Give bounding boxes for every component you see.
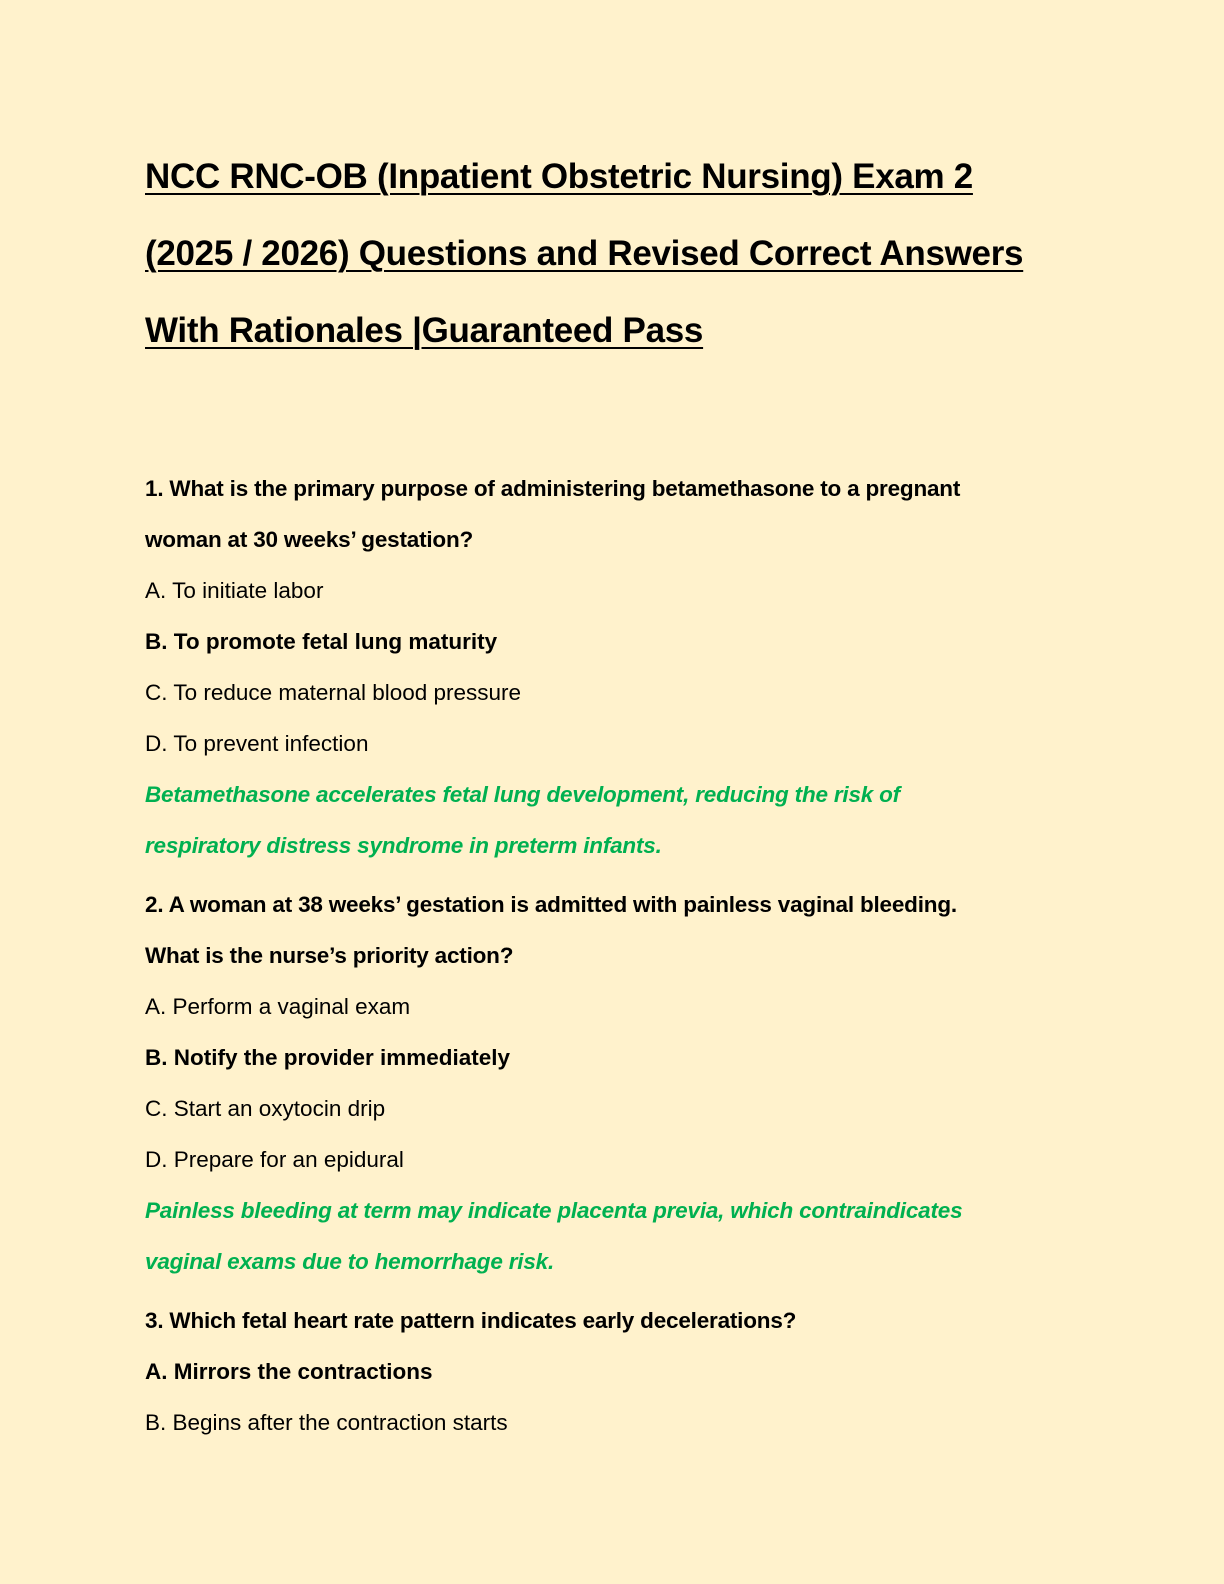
question-stem-line: woman at 30 weeks’ gestation? — [145, 527, 474, 552]
document-title — [145, 138, 1064, 369]
title-spacer — [145, 369, 1064, 463]
rationale-line: Betamethasone accelerates fetal lung development, reducing the risk of — [145, 782, 900, 807]
title-line: (2025 / 2026) Questions and Revised Correct Answers — [145, 234, 1024, 273]
rationale-line: respiratory distress syndrome in preterm infants. — [145, 833, 662, 858]
answer-option-correct: A. Mirrors the contractions — [145, 1359, 433, 1384]
answer-option: B. Begins after the contraction starts — [145, 1410, 508, 1435]
rationale-line: vaginal exams due to hemorrhage risk. — [145, 1249, 555, 1274]
answer-option-correct: B. To promote fetal lung maturity — [145, 629, 498, 654]
question-3 — [145, 1295, 1064, 1448]
answer-option-correct: B. Notify the provider immediately — [145, 1045, 511, 1070]
rationale — [145, 769, 1064, 871]
answer-option: A. To initiate labor — [145, 578, 324, 603]
question-stem — [145, 463, 1064, 565]
question-stem-line: What is the nurse’s priority action? — [145, 943, 514, 968]
answer-option: A. Perform a vaginal exam — [145, 994, 411, 1019]
title-line: With Rationales |Guaranteed Pass — [145, 311, 704, 350]
answer-option: C. To reduce maternal blood pressure — [145, 680, 522, 705]
question-1 — [145, 463, 1064, 871]
rationale — [145, 1185, 1064, 1287]
rationale-line: Painless bleeding at term may indicate placenta previa, which contraindicates — [145, 1198, 963, 1223]
question-stem-line: 1. What is the primary purpose of administering betamethasone to a pregnant — [145, 476, 961, 501]
answer-option: D. Prepare for an epidural — [145, 1147, 404, 1172]
question-2 — [145, 879, 1064, 1287]
title-line: NCC RNC-OB (Inpatient Obstetric Nursing) Exam 2 — [145, 157, 973, 196]
question-stem-line: 3. Which fetal heart rate pattern indicates early decelerations? — [145, 1308, 797, 1333]
answer-option: C. Start an oxytocin drip — [145, 1096, 386, 1121]
question-stem-line: 2. A woman at 38 weeks’ gestation is admitted with painless vaginal bleeding. — [145, 892, 957, 917]
answer-option: D. To prevent infection — [145, 731, 369, 756]
question-stem — [145, 879, 1064, 981]
question-stem — [145, 1295, 1064, 1346]
